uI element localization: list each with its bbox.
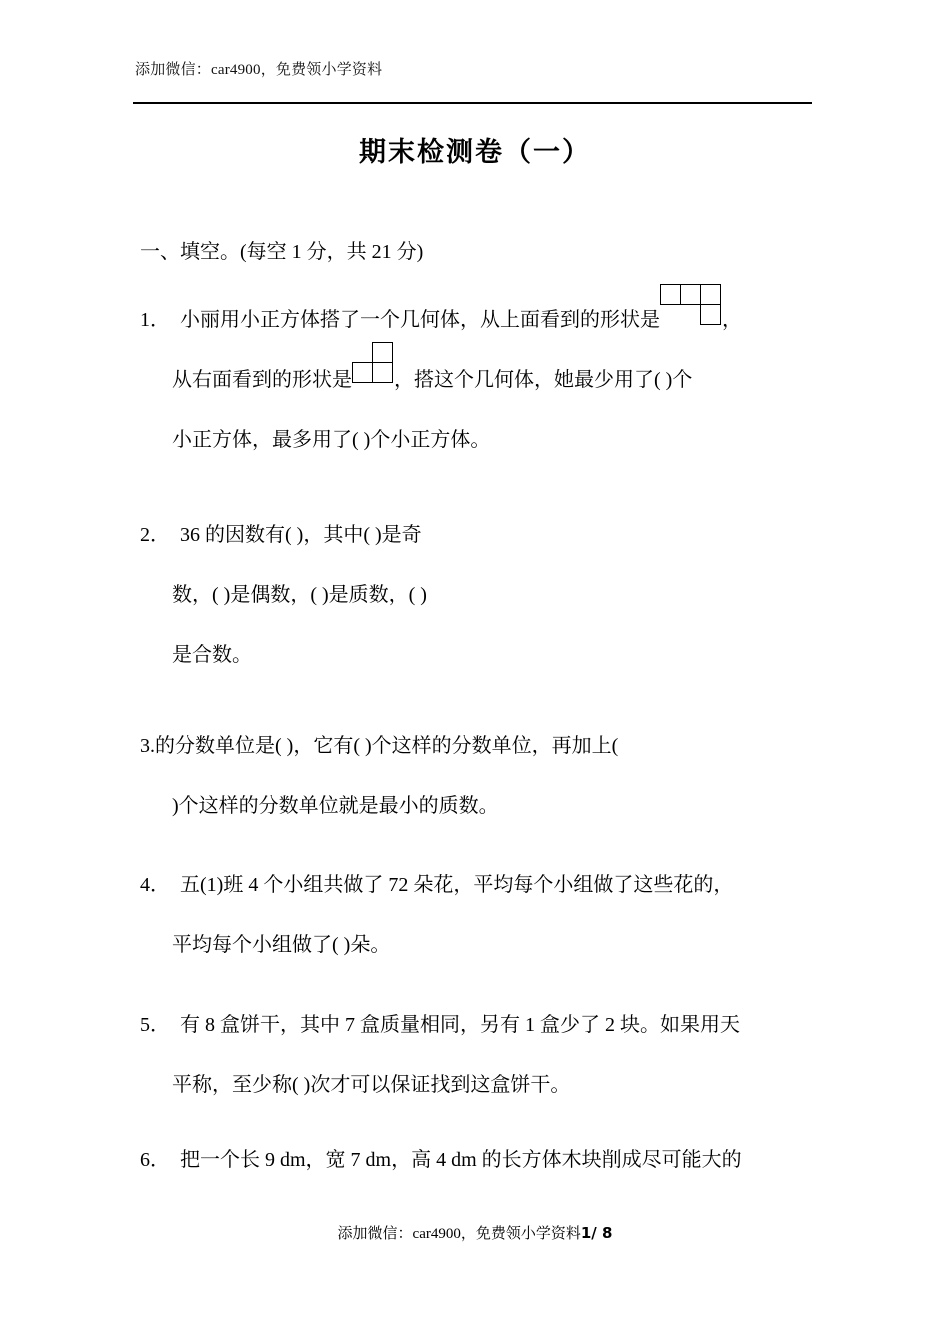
question-6-line-1	[140, 1130, 830, 1190]
question-2-text-3: 是合数。	[172, 644, 252, 666]
question-3-line-2	[140, 776, 830, 836]
figure-cell	[660, 284, 681, 305]
question-6-text-1: 把一个长 9 dm，宽 7 dm，高 4 dm 的长方体木块削成尽可能大的	[180, 1149, 742, 1171]
figure-cell	[372, 362, 393, 383]
figure-cell	[700, 284, 721, 305]
question-1-text-3: 从右面看到的形状是	[172, 369, 352, 391]
question-4-text-2: 平均每个小组做了( )朵。	[172, 934, 391, 956]
header-divider-rule	[133, 102, 812, 104]
question-5-line-2	[140, 1055, 830, 1115]
question-3-line-1	[140, 716, 830, 776]
question-2-line-1	[140, 505, 830, 565]
question-4-line-1	[140, 855, 830, 915]
question-1-line-2	[140, 350, 830, 410]
question-1-line-3	[140, 410, 830, 470]
question-5-number: 5．	[140, 1014, 170, 1036]
question-4-number: 4．	[140, 874, 170, 896]
figure-cell	[680, 284, 701, 305]
question-3	[140, 716, 830, 836]
footer-wechat-note: 添加微信：car4900，免费领小学资料	[337, 1226, 581, 1242]
question-3-number: 3.	[140, 735, 155, 757]
top-view-figure	[660, 305, 722, 326]
footer-page-number: 1/ 8	[580, 1224, 613, 1242]
question-1-text-5: 小正方体，最多用了( )个小正方体。	[172, 429, 491, 451]
footer	[135, 1222, 815, 1243]
header-wechat-note: 添加微信：car4900，免费领小学资料	[135, 62, 383, 78]
question-1-line-1	[140, 290, 830, 350]
figure-cell	[372, 342, 393, 363]
page-title: 期末检测卷（一）	[359, 137, 591, 168]
question-5-text-2: 平称，至少称( )次才可以保证找到这盒饼干。	[172, 1074, 571, 1096]
question-1-text-2: ，	[722, 309, 742, 331]
question-1-number: 1．	[140, 309, 170, 331]
question-4-text-1: 五(1)班 4 个小组共做了 72 朵花，平均每个小组做了这些花的，	[180, 874, 734, 896]
question-1-text-4: ，搭这个几何体，她最少用了( )个	[394, 369, 693, 391]
question-3-text-2: )个这样的分数单位就是最小的质数。	[172, 795, 499, 817]
question-2	[140, 505, 830, 685]
question-1	[140, 290, 830, 470]
question-3-text-1: 的分数单位是( )，它有( )个这样的分数单位，再加上(	[155, 735, 619, 757]
right-view-figure	[352, 365, 394, 386]
question-5	[140, 995, 830, 1115]
figure-cell	[700, 304, 721, 325]
figure-cell	[352, 362, 373, 383]
question-2-line-3	[140, 625, 830, 685]
question-5-line-1	[140, 995, 830, 1055]
question-2-text-1: 36 的因数有( )，其中( )是奇	[180, 524, 422, 546]
question-2-line-2	[140, 565, 830, 625]
question-4	[140, 855, 830, 975]
question-6	[140, 1130, 830, 1190]
question-2-text-2: 数，( )是偶数，( )是质数，( )	[172, 584, 427, 606]
question-5-text-1: 有 8 盒饼干，其中 7 盒质量相同，另有 1 盒少了 2 块。如果用天	[180, 1014, 740, 1036]
question-2-number: 2．	[140, 524, 170, 546]
question-6-number: 6．	[140, 1149, 170, 1171]
question-1-text-1: 小丽用小正方体搭了一个几何体，从上面看到的形状是	[180, 309, 660, 331]
section-heading-fill-in-blanks: 一、填空。(每空 1 分，共 21 分)	[140, 241, 424, 263]
question-4-line-2	[140, 915, 830, 975]
